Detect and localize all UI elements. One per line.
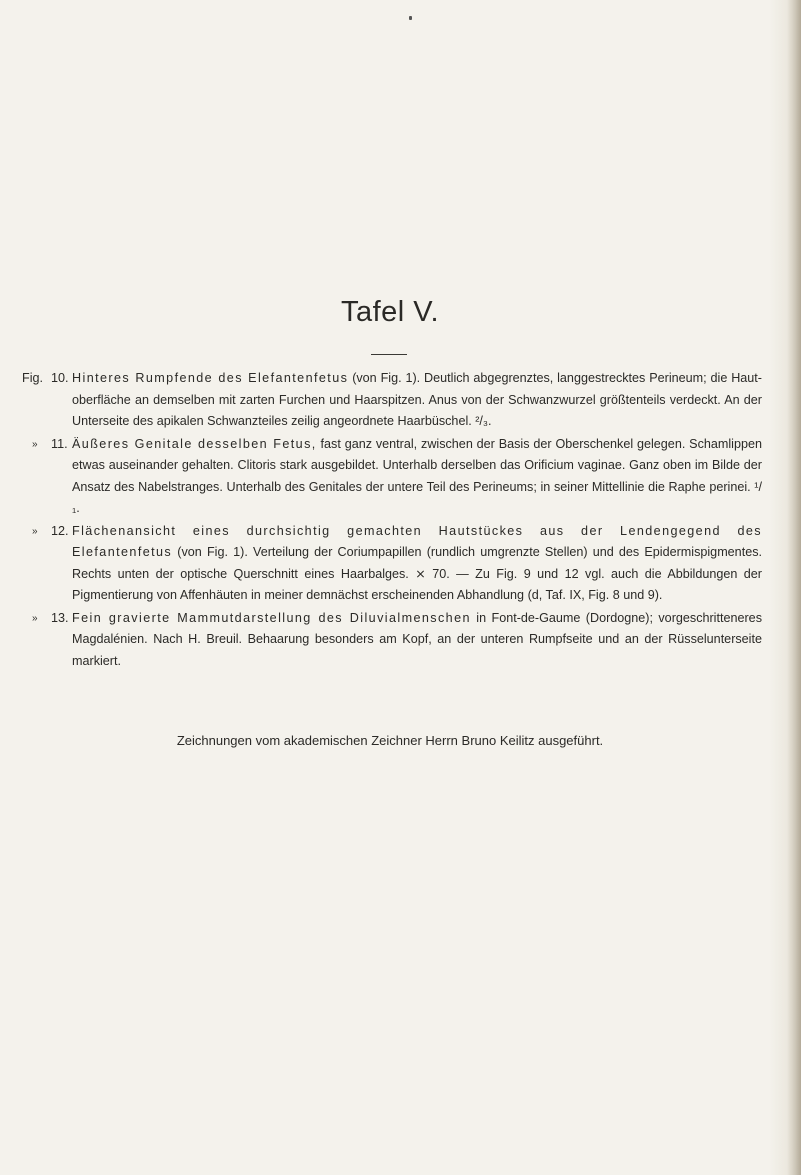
fig-label: Fig. [22, 371, 43, 385]
entry-text: (von Fig. 1). Verteilung der Coriumpapillen (rundlich umgrenzte Stellen) und des Epidermispigmentes. Rechts unten der optische Querschnitt eines Haarbalges. ⨯ 70. — Zu Fig. 9 und 12 vgl. auch die Abbildungen der Pigmentierung von Affenhäuten in meiner demnächst erscheinenden Abhandlung (d, Taf. IX, Fig. 8 und 9). [72, 545, 762, 602]
entry-heading: Äußeres Genitale desselben Fetus, [72, 436, 317, 451]
entry-body [72, 368, 762, 433]
entry-heading: Flächenansicht eines durchsichtig gemachten Hautstückes aus der Lendengegend des Elefantenfetus [72, 523, 762, 559]
legend-entry-fig-11 [0, 434, 801, 520]
entry-body [72, 434, 762, 520]
legend-entry-fig-12 [0, 521, 801, 607]
entry-text: in Font-de-Gaume (Dordogne); vorgeschritteneres Magdalénien. Nach H. Breuil. Behaarung besonders am Kopf, an der unteren Rumpfseite und an der Rüsselunterseite markiert. [72, 610, 762, 668]
plate-title: Tafel V. [340, 296, 440, 328]
legend-entry-fig-13 [0, 608, 801, 673]
entry-heading: Hinteres Rumpfende des Elefantenfetus [72, 371, 349, 385]
entry-body [72, 521, 762, 607]
title-divider [371, 354, 407, 355]
entry-number: 13. [51, 610, 69, 625]
ditto-mark: » [32, 612, 38, 624]
entry-body [72, 608, 762, 673]
entry-number: 12. [51, 523, 69, 538]
print-speck [409, 16, 412, 20]
entry-number: 11. [51, 436, 68, 451]
entry-heading: Fein gravierte Mammutdarstellung des Diluvialmenschen [72, 610, 471, 625]
illustrator-credit: Zeichnungen vom akademischen Zeichner Herrn Bruno Keilitz ausgeführt. [176, 733, 604, 748]
legend-entry-fig-10 [0, 368, 801, 433]
figure-legend-list [0, 368, 801, 673]
ditto-mark: » [32, 438, 38, 450]
ditto-mark: » [32, 525, 38, 537]
entry-text: fast ganz ventral, zwischen der Basis der Oberschenkel gelegen. Schamlippen etwas auseinander gehalten. Clitoris stark ausgebildet. Unterhalb derselben das Orificium vaginae. Ganz oben im Bilde der Ansatz des Nabelstranges. Unterhalb des Genitales der untere Teil des Perineums; in seiner Mittellinie die Raphe perinei. ¹/₁. [72, 436, 762, 515]
entry-number: 10. [51, 371, 69, 385]
entry-text: (von Fig. 1). Deutlich abgegrenztes, langgestrecktes Perineum; die Haut-oberfläche an demselben mit zarten Furchen und Haarspitzen. Anus von der Schwanzwurzel größtenteils verdeckt. An der Unterseite des apikalen Schwanzteiles zeilig angeordnete Haarbüschel. ²/₃. [72, 371, 763, 428]
